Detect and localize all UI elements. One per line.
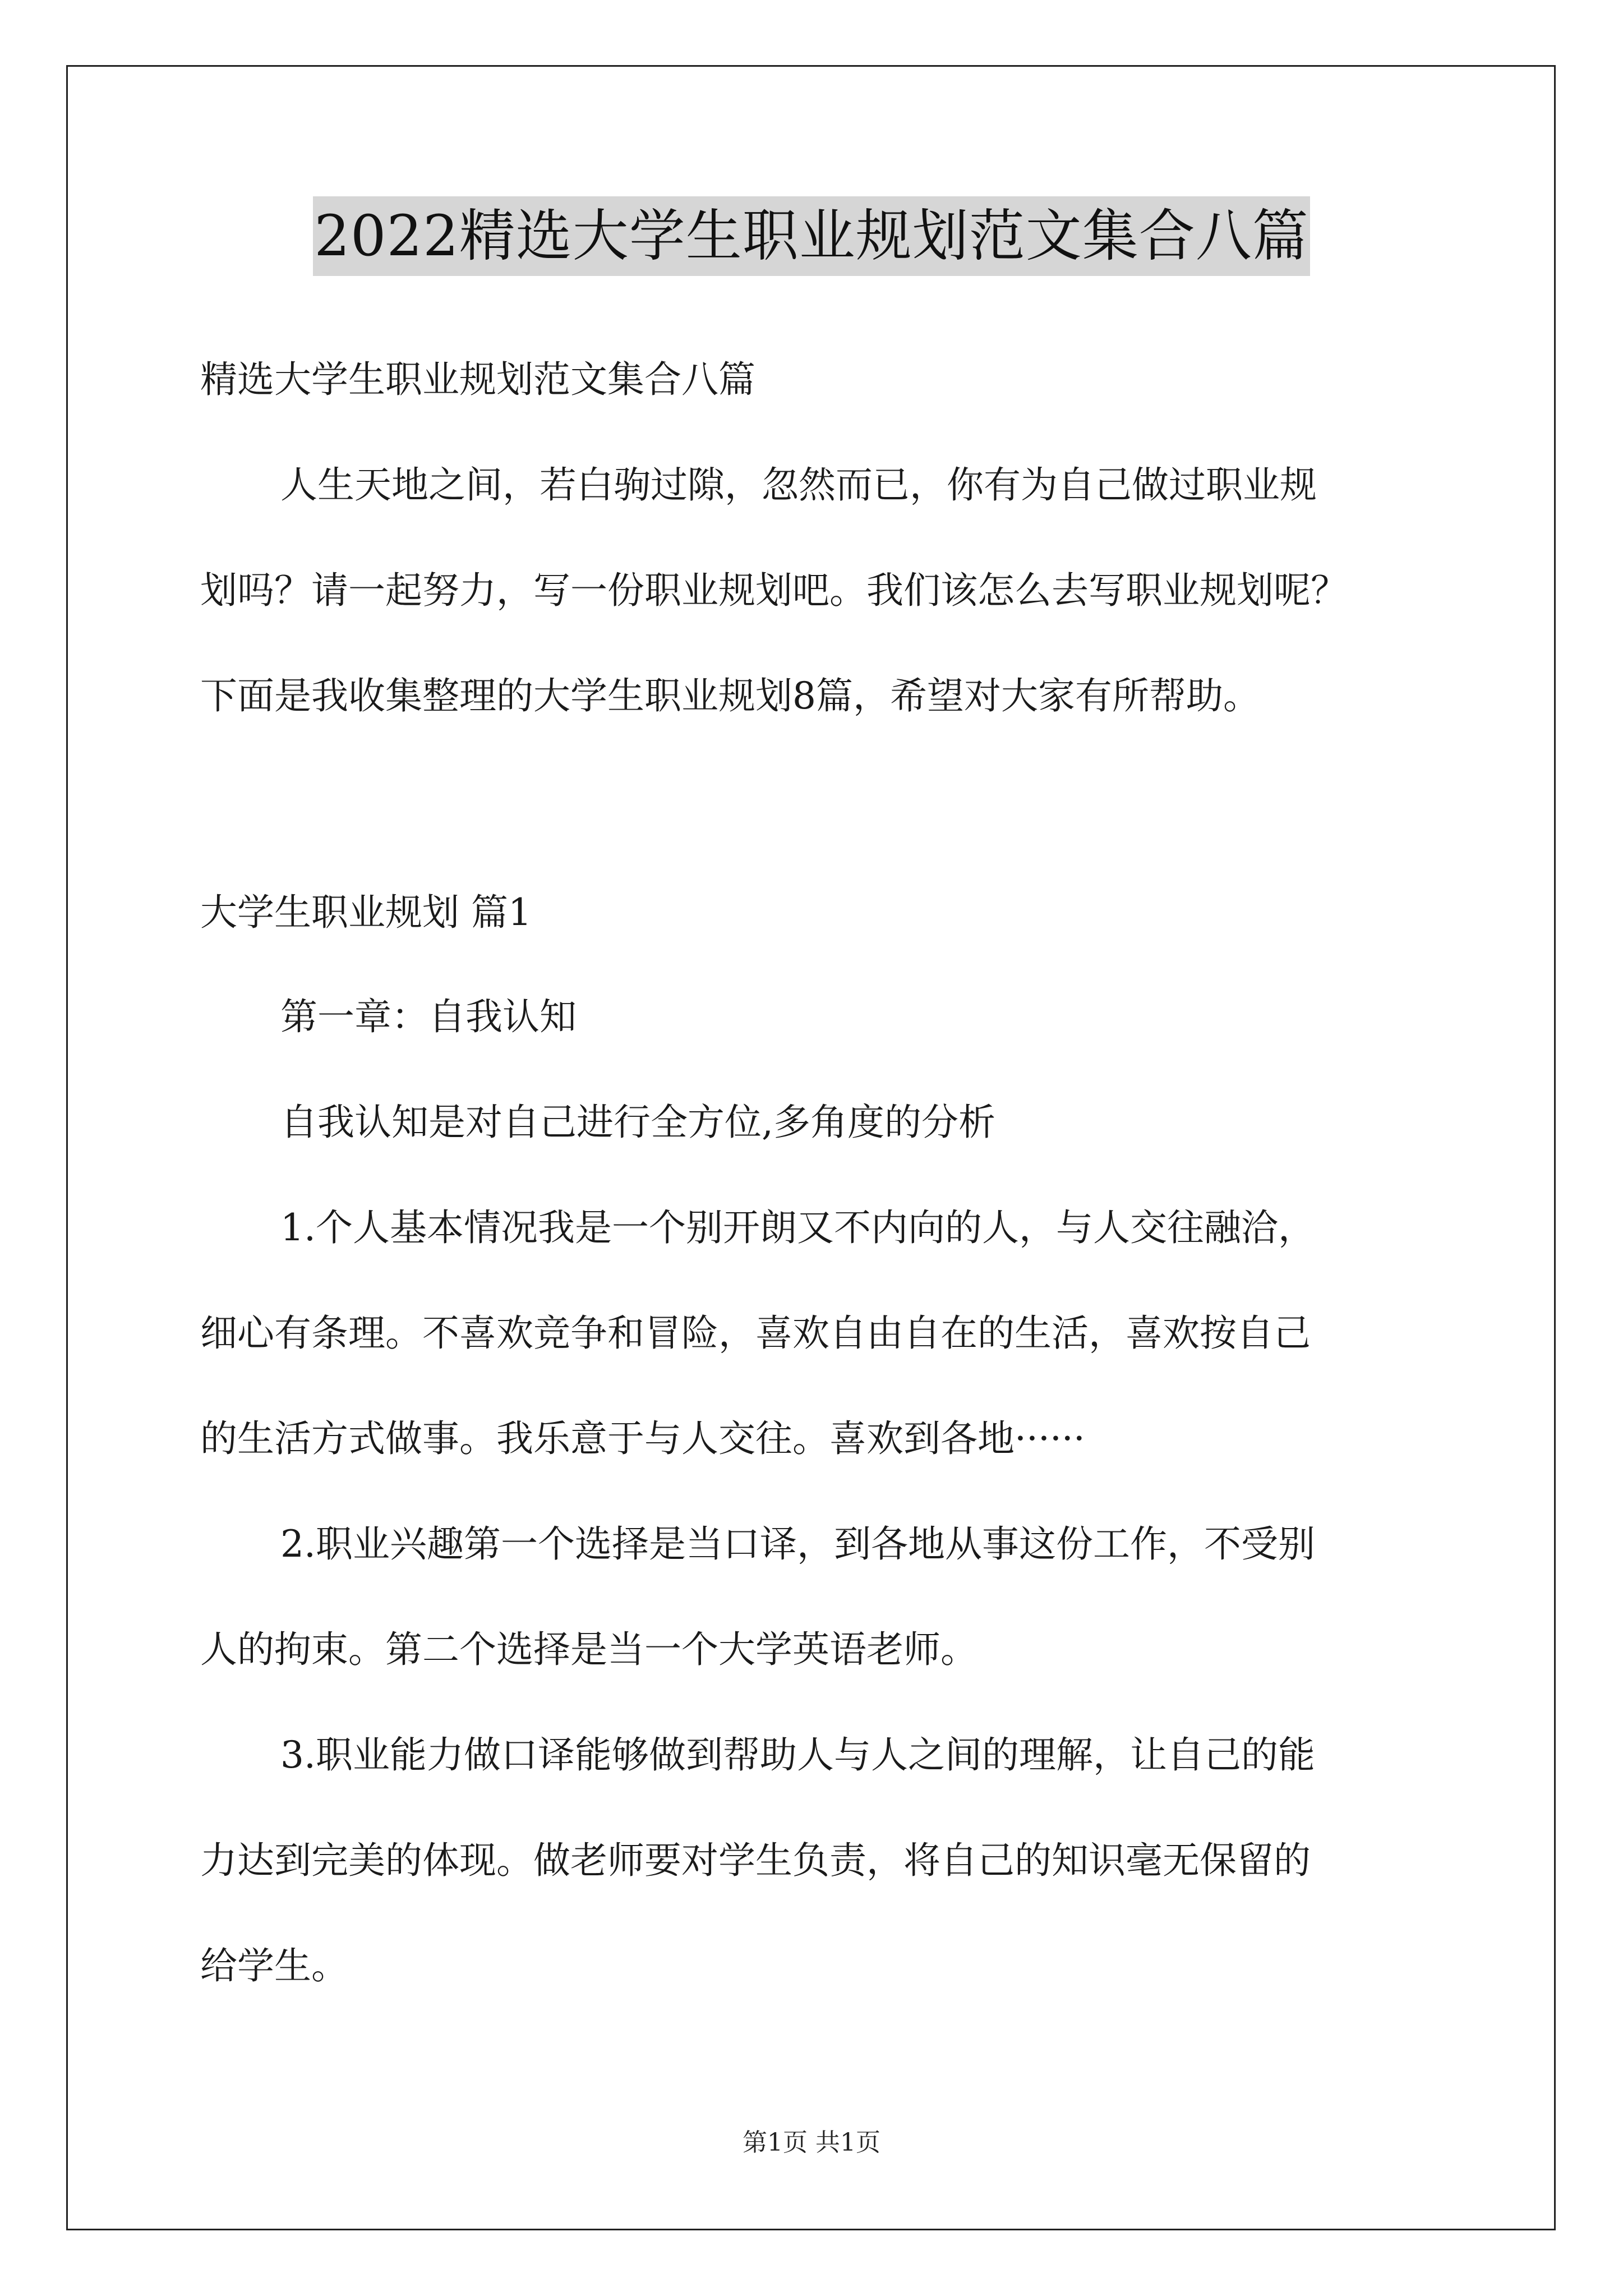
item1-line-2: 细心有条理。不喜欢竞争和冒险，喜欢自由自在的生活，喜欢按自己 [200,1312,1311,1355]
chapter-title: 第一章：自我认知 [280,995,577,1038]
title-container [0,196,1623,276]
intro-line-3: 下面是我收集整理的大学生职业规划8篇，希望对大家有所帮助。 [200,674,1260,717]
document-subtitle: 精选大学生职业规划范文集合八篇 [200,358,755,401]
item1-line-1: 1.个人基本情况我是一个别开朗又不内向的人，与人交往融洽， [280,1206,1315,1249]
item3-line-3: 给学生。 [200,1944,348,1987]
item2-line-1: 2.职业兴趣第一个选择是当口译，到各地从事这份工作，不受别 [280,1522,1315,1566]
item1-line-3: 的生活方式做事。我乐意于与人交往。喜欢到各地······ [200,1417,1085,1460]
item2-line-2: 人的拘束。第二个选择是当一个大学英语老师。 [200,1628,978,1671]
item3-line-2: 力达到完美的体现。做老师要对学生负责，将自己的知识毫无保留的 [200,1839,1311,1882]
document-title: 2022精选大学生职业规划范文集合八篇 [313,196,1310,276]
item3-line-1: 3.职业能力做口译能够做到帮助人与人之间的理解，让自己的能 [280,1733,1315,1777]
chapter-summary: 自我认知是对自己进行全方位,多角度的分析 [280,1101,995,1144]
page-footer: 第1页 共1页 [743,2128,880,2157]
intro-line-2: 划吗？请一起努力，写一份职业规划吧。我们该怎么去写职业规划呢？ [200,569,1348,612]
intro-line-1: 人生天地之间，若白驹过隙，忽然而已，你有为自己做过职业规 [280,463,1317,507]
section-heading: 大学生职业规划 篇1 [200,891,532,934]
